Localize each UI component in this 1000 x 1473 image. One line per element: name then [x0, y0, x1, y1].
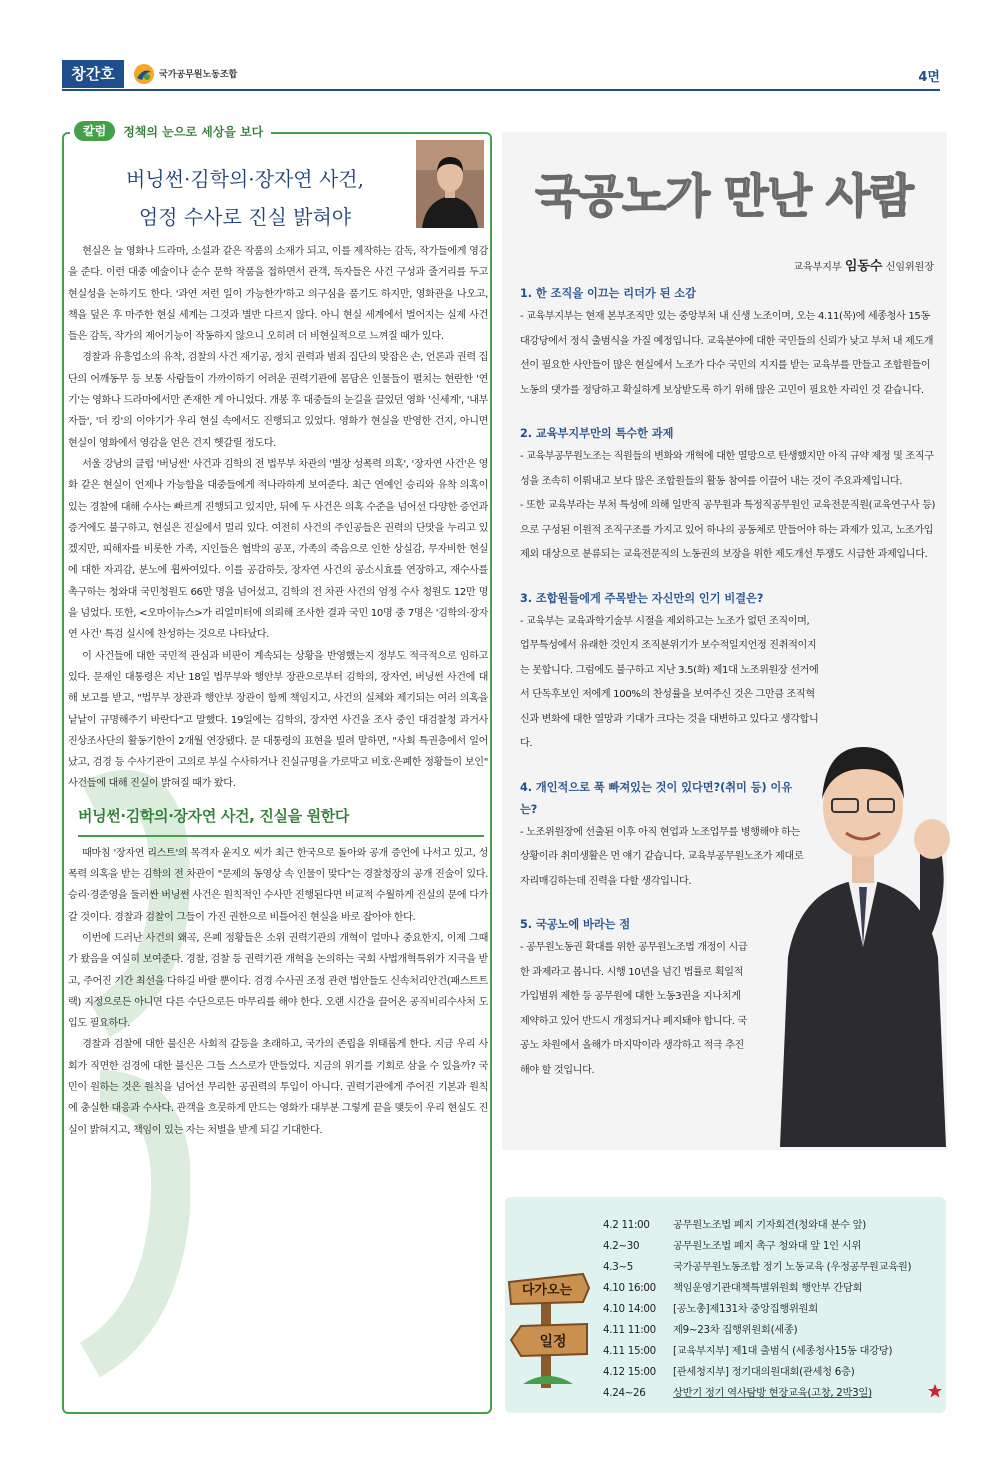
column-section-title: 버닝썬·김학의·장자연 사건, 진실을 원한다 [78, 797, 484, 837]
schedule-item [603, 1320, 943, 1341]
schedule-item [603, 1236, 943, 1257]
answer-text: - 노조위원장에 선출된 이후 아직 현업과 노조업무를 병행해야 하는 상황이라 취미생활은 먼 얘기 같습니다. 교육부공무원노조가 제대로 자리매김하는데 진력을 다할 생각입니다. [520, 826, 804, 887]
schedule-event: [관세청지부] 정기대의원대회(관세청 6층) [673, 1366, 855, 1378]
column-headline [80, 160, 410, 236]
schedule-date: 4.2 11:00 [603, 1219, 650, 1231]
column-paragraph: 현실은 늘 영화나 드라마, 소설과 같은 작품의 소재가 되고, 이를 제작하는 감독, 작가들에게 영감을 준다. 이런 대중 예술이나 순수 문학 작품을 접하면서 관객, 독자들은 사건 구성과 줄거리를 두고 현실성을 논하기도 한다. '과연 저런 일이 가능한가'하고 의구심을 품기도 하지만, 영화관을 나오고, 책을 덮은 후 마주한 현실 세계는 그것과 별반 다르지 않다. 아니 현실 세계에서 벌어지는 실제 사건들은 감독, 작가의 제어기능이 작동하지 않으니 오히려 더 비현실적으로 느껴질 때가 있다. [68, 246, 488, 343]
qa-item [520, 283, 938, 403]
column-paragraph: 서울 강남의 클럽 '버닝썬' 사건과 김학의 전 법무부 차관의 '별장 성폭력 의혹', '장자연 사건'은 영화 같은 현실이 언제나 가능함을 대중들에게 적나라하게 보여준다. 최근 연예인 승리와 유착 의혹이 있는 경찰에 대해 수사는 빠르게 진행되고 있지만, 뒤에 두 사건은 의혹 수준을 넘어선 다양한 증언과 증거에도 불구하고, 현실은 진실에서 멀리 있다. 여전히 사건의 주인공들은 권력의 단맛을 누리고 있겠지만, 피해자를 비롯한 가족, 지인들은 협박의 공포, 가족의 죽음으로 인한 상실감, 무자비한 현실에 대한 자괴감, 분노에 휩싸여있다. 이를 공감하듯, 장자연 사건의 공소시효를 연장하고, 재수사를 촉구하는 청와대 국민청원도 66만 명을 넘어섰고, 김학의 전 차관 사건의 엄정 수사 청원도 12만 명을 넘었다. 또한, <오마이뉴스>가 리얼미터에 의뢰해 조사한 결과 국민 10명 중 7명은 '김학의·장자연 사건' 특검 실시에 찬성하는 것으로 나타났다. [68, 458, 488, 641]
answer-text: - 공무원노동권 확대를 위한 공무원노조법 개정이 시급한 과제라고 봅니다. 시행 10년을 넘긴 법률로 획일적 가입범위 제한 등 공무원에 대한 노동3권을 지나치게 제약하고 있어 반드시 개정되거나 폐지돼야 합니다. 국공노 차원에서 올해가 마지막이라 생각하고 적극 추진해야 할 것입니다. [520, 942, 748, 1076]
schedule-item [603, 1278, 943, 1299]
schedule-date: 4.11 11:00 [603, 1324, 656, 1336]
schedule-event: 공무원노조법 폐지 촉구 청와대 앞 1인 시위 [673, 1240, 862, 1252]
edition-tag: 창간호 [62, 60, 124, 88]
question-title: 2. 교육부지부만의 특수한 과제 [520, 427, 674, 440]
qa-item [520, 423, 938, 568]
schedule-item [603, 1383, 943, 1404]
question-title: 1. 한 조직을 이끄는 리더가 된 소감 [520, 287, 696, 300]
schedule-date: 4.2~30 [603, 1240, 640, 1252]
union-logo-icon [133, 63, 155, 85]
interviewee-role: 신임위원장 [885, 262, 934, 273]
svg-text:일정: 일정 [539, 1334, 567, 1350]
interview-title [502, 150, 947, 240]
schedule-item [603, 1362, 943, 1383]
interviewee-byline [502, 255, 934, 274]
svg-text:국공노가 만난 사람: 국공노가 만난 사람 [535, 169, 913, 223]
organization-name: 국가공무원노동조합 [159, 70, 238, 80]
column-body [68, 241, 488, 1141]
column-paragraph: 이 사건들에 대한 국민적 관심과 비판이 계속되는 상황을 반영했는지 정부도 적극적으로 임하고 있다. 문재인 대통령은 지난 18일 법무부와 행안부 장관으로부터 김학의, 장자연, 버닝썬 사건에 대해 보고를 받고, "법무부 장관과 행안부 장관이 함께 책임지고, 사건의 실체와 제기되는 여러 의혹을 낱낱이 규명해주기 바란다"고 말했다. 19일에는 김학의, 장자연 사건을 조사 중인 대검찰청 과거사진상조사단의 활동기한이 2개월 연장됐다. 문 대통령의 표현을 빌려 말하면, "사회 특권층에서 일어났고, 검경 등 수사기관이 고의로 부실 수사하거나 진실규명을 가로막고 비호·은폐한 정황들이 보인" 사건들에 대해 진실이 밝혀질 때가 왔다. [68, 650, 488, 790]
column-paragraph: 경찰과 검찰에 대한 불신은 사회적 갈등을 초래하고, 국가의 존립을 위태롭게 한다. 지금 우리 사회가 직면한 검경에 대한 불신은 그들 스스로가 만들었다. 지금의 위기를 기회로 삼을 수 있을까? 국민이 원하는 것은 원칙을 넘어선 무리한 공권력의 투입이 아니다. 권력기관에게 주어진 기본과 원칙에 충실한 대응과 수사다. 관객을 흐뭇하게 만드는 영화가 대부분 그렇게 끝을 맺듯이 우리 현실도 진실이 밝혀지고, 책임이 있는 자는 처벌을 받게 되길 기대한다. [68, 1039, 488, 1136]
signpost-icon [503, 1258, 593, 1388]
schedule-date: 4.24~26 [603, 1387, 646, 1399]
schedule-date: 4.12 15:00 [603, 1366, 656, 1378]
schedule-date: 4.3~5 [603, 1261, 634, 1273]
question-title: 3. 조합원들에게 주목받는 자신만의 인기 비결은? [520, 591, 764, 605]
column-subtitle: 정책의 눈으로 세상을 보다 [123, 124, 264, 139]
schedule-item [603, 1341, 943, 1362]
schedule-event: [교육부지부] 제1대 출범식 (세종청사15동 대강당) [673, 1345, 893, 1357]
interviewee-photo [770, 707, 956, 1147]
star-icon [927, 1383, 943, 1399]
column-paragraph: 때마침 '장자연 리스트'의 목격자 윤지오 씨가 최근 한국으로 돌아와 공개 증언에 나서고 있고, 성폭력 의혹을 받는 김학의 전 차관이 "문제의 동영상 속 인물이 맞다"는 경찰청장의 공개 진술이 있다. 승리·경준영을 둘러싼 버닝썬 사건은 원칙적인 수사만 진행된다면 비교적 수월하게 진실의 문에 다가갈 것이다. 경찰과 검찰이 그들이 가진 권한으로 비틀어진 현실을 바로 잡아야 한다. [68, 847, 488, 923]
column-paragraph: 경찰과 유흥업소의 유착, 검찰의 사건 재기공, 정치 권력과 범죄 집단의 맞잡은 손, 언론과 권력 집단의 어깨동무 등 보통 사람들이 가까이하기 어려운 권력기관에 몸담은 인물들이 펼치는 현란한 '연기'는 영화나 드라마에서만 존재한 게 아니었다. 개봉 후 대중들의 눈길을 끌었던 영화 '신세계', '내부자들', '더 킹'의 이야기가 우리 현실 속에서도 진행되고 있었다. 영화가 현실을 반영한 건지, 아니면 현실이 영화에서 영감을 얻은 건지 헷갈릴 정도다. [68, 352, 488, 449]
answer-text: - 교육부공무원노조는 직원들의 변화와 개혁에 대한 열망으로 탄생했지만 아직 규약 제정 및 조직구성을 조속히 이뤄내고 보다 많은 조합원들의 활동 참여를 이끌어 내는 것이 주요과제입니다. [520, 451, 934, 487]
schedule-event: 국가공무원노동조합 정기 노동교육 (우정공무원교육원) [673, 1261, 912, 1273]
schedule-event: 상반기 정기 역사탐방 현장교육(고창, 2박3일) [673, 1387, 872, 1399]
schedule-date: 4.11 15:00 [603, 1345, 656, 1357]
answer-text: - 교육부는 교육과학기술부 시절을 제외하고는 노조가 없던 조직이며, 업무특성에서 유래한 것인지 조직분위기가 보수적일지언정 진취적이지는 못합니다. 그럼에도 불구하고 지난 3.5(화) 제1대 노조위원장 선거에서 단독후보인 저에게 100%의 찬성률을 보여주신 것은 그만큼 조직혁신과 변화에 대한 열망과 기대가 크다는 것을 대변하고 있다고 생각합니다. [520, 615, 819, 749]
question-title: 4. 개인적으로 푹 빠져있는 것이 있다면?(취미 등) 이유는? [520, 780, 793, 816]
schedule-event: 책임운영기관대책특별위원회 행안부 간담회 [673, 1282, 863, 1294]
question-title: 5. 국공노에 바라는 점 [520, 918, 631, 931]
headline-line-1: 버닝썬·김학의·장자연 사건, [126, 167, 364, 191]
schedule-item [603, 1215, 943, 1236]
column-badge: 칼럼 [74, 121, 115, 141]
schedule-event: [공노총]제131차 중앙집행위원회 [673, 1303, 818, 1315]
schedule-date: 4.10 14:00 [603, 1303, 656, 1315]
headline-line-2: 엄정 수사로 진실 밝혀야 [138, 205, 352, 229]
schedule-event: 제9~23차 집행위원회(세종) [673, 1324, 798, 1336]
svg-text:다가오는: 다가오는 [521, 1283, 573, 1298]
answer-text: - 교육부지부는 현재 본부조직만 있는 중앙부처 내 신생 노조이며, 오는 4.11(목)에 세종청사 15동 대강당에서 정식 출범식을 가질 예정입니다. 교육분야에 대한 국민들의 신뢰가 낮고 부처 내 제도개선이 필요한 사안들이 많은 현실에서 노조가 다수 국민의 지지를 받는 교육부를 만들고 조합원들이 노동의 댓가를 정당하고 확실하게 보상받도록 하기 위해 많은 고민이 필요한 자리인 것 같습니다. [520, 311, 934, 396]
header-divider [62, 89, 940, 91]
schedule-list [603, 1215, 943, 1404]
interviewee-dept: 교육부지부 [793, 262, 842, 273]
schedule-date: 4.10 16:00 [603, 1282, 656, 1294]
answer-text: - 또한 교육부라는 부처 특성에 의해 일반직 공무원과 특정직공무원인 교육전문직원(교육연구사 등)으로 구성된 이원적 조직구조를 가지고 있어 하나의 공동체로 만들어야 하는 과제가 있고, 노조가입 제외 대상으로 분류되는 교육전문직의 노동권의 보장을 위한 제도개선 투쟁도 시급한 과제입니다. [520, 500, 936, 560]
schedule-item [603, 1257, 943, 1278]
author-photo [416, 140, 484, 228]
interviewee-name: 임동수 [844, 259, 883, 274]
page-number: 4면 [918, 70, 940, 85]
schedule-item [603, 1299, 943, 1320]
column-header [70, 120, 271, 142]
column-paragraph: 이번에 드러난 사건의 왜곡, 은폐 정황들은 소위 권력기관의 개혁이 얼마나 중요한지, 이제 그때가 왔음을 여실히 보여준다. 경찰, 검찰 등 권력기관 개혁을 논의하는 국회 사법개혁특위가 지극을 받고, 주어진 기간 최선을 다하길 바랄 뿐이다. 검경 수사권 조정 관련 법안들도 신속처리안건(패스트트랙) 지정으로든 아니면 다른 수단으로든 마무리를 해야 한다. 오랜 시간을 끌어온 공직비리수사처 도입도 필요하다. [68, 932, 488, 1030]
schedule-event: 공무원노조법 폐지 기자회견(청와대 분수 앞) [673, 1219, 866, 1231]
